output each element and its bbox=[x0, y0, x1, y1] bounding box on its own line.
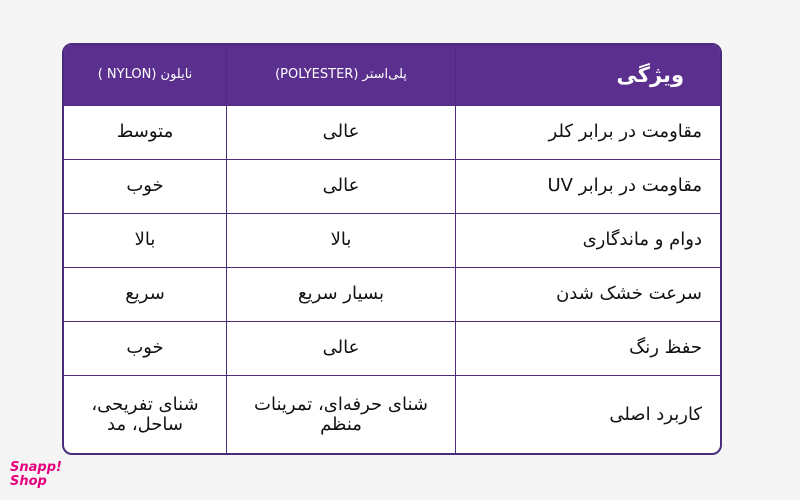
table-row bbox=[64, 267, 720, 321]
polyester-cell: شنای حرفه‌ای، تمرینات منظم bbox=[227, 375, 456, 455]
polyester-cell: عالی bbox=[227, 159, 456, 213]
header-feature: ویژگی bbox=[456, 45, 721, 105]
polyester-cell: بالا bbox=[227, 213, 456, 267]
comparison-table bbox=[64, 45, 720, 455]
polyester-cell: عالی bbox=[227, 105, 456, 159]
comparison-table-container bbox=[62, 43, 722, 455]
feature-cell: مقاومت در برابر کلر bbox=[456, 105, 721, 159]
nylon-cell: متوسط bbox=[64, 105, 227, 159]
table-header-row bbox=[64, 45, 720, 105]
nylon-cell: شنای تفریحی، ساحل، مد bbox=[64, 375, 227, 455]
header-nylon: نایلون (NYLON ) bbox=[64, 45, 227, 105]
polyester-cell: بسیار سریع bbox=[227, 267, 456, 321]
feature-cell: سرعت خشک شدن bbox=[456, 267, 721, 321]
snapp-shop-logo bbox=[10, 461, 62, 489]
logo-line-2: Shop bbox=[10, 474, 47, 489]
header-polyester: پلی‌استر (POLYESTER) bbox=[227, 45, 456, 105]
table-row bbox=[64, 321, 720, 375]
polyester-cell: عالی bbox=[227, 321, 456, 375]
table-row bbox=[64, 213, 720, 267]
logo-line-1: Snapp! bbox=[10, 460, 62, 475]
feature-cell: مقاومت در برابر UV bbox=[456, 159, 721, 213]
nylon-cell: خوب bbox=[64, 321, 227, 375]
nylon-cell: سریع bbox=[64, 267, 227, 321]
feature-cell: دوام و ماندگاری bbox=[456, 213, 721, 267]
feature-cell: حفظ رنگ bbox=[456, 321, 721, 375]
nylon-cell: خوب bbox=[64, 159, 227, 213]
feature-cell: کاربرد اصلی bbox=[456, 375, 721, 455]
nylon-cell: بالا bbox=[64, 213, 227, 267]
table-row bbox=[64, 105, 720, 159]
table-row bbox=[64, 375, 720, 455]
table-row bbox=[64, 159, 720, 213]
